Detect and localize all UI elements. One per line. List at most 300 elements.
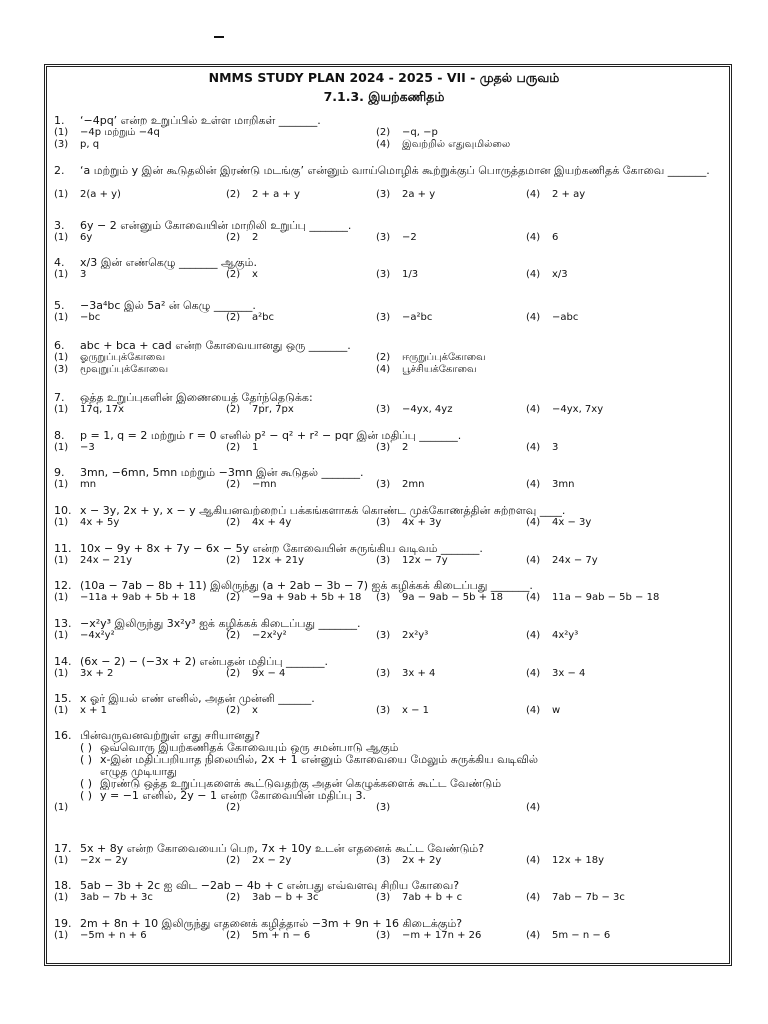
answer-option[interactable] <box>526 269 568 281</box>
option-value: 2 <box>252 232 259 243</box>
question-text: (6x − 2) − (−3x + 2) என்பதன் மதிப்பு _______. <box>80 655 329 668</box>
option-value: 24x − 21y <box>80 555 133 566</box>
option-number: (3) <box>376 855 391 866</box>
options-row <box>54 930 724 942</box>
question-3 <box>54 220 724 244</box>
option-value: −m + 17n + 26 <box>402 930 482 941</box>
question-number: 15. <box>54 692 72 705</box>
option-number: (4) <box>526 855 541 866</box>
option-value: இவற்றில் எதுவுமில்லை <box>402 139 511 150</box>
statement-bracket[interactable]: ( ) <box>80 777 93 790</box>
option-value: x/3 <box>552 269 568 280</box>
option-value: 3x + 2 <box>80 668 114 679</box>
answer-option[interactable] <box>226 705 258 717</box>
question-number: 2. <box>54 164 65 177</box>
statement-bracket[interactable]: ( ) <box>80 789 93 802</box>
option-number: (1) <box>54 630 69 641</box>
answer-option[interactable] <box>226 802 252 814</box>
option-value: 7ab + b + c <box>402 892 463 903</box>
question-stem <box>54 505 724 517</box>
option-number: (3) <box>376 442 391 453</box>
question-stem <box>54 843 724 855</box>
answer-option[interactable] <box>54 232 92 244</box>
answer-option[interactable] <box>226 517 291 529</box>
option-number: (1) <box>54 352 69 363</box>
option-number: (4) <box>526 404 541 415</box>
question-text: x − 3y, 2x + y, x − y ஆகியனவற்றைப் பக்கங்களாகக் கொண்ட முக்கோணத்தின் சுற்றளவு ____. <box>80 504 566 517</box>
option-value: 2mn <box>402 479 425 490</box>
answer-option[interactable] <box>376 127 438 139</box>
option-value: 3 <box>80 269 87 280</box>
option-value: −4yx, 7xy <box>552 404 604 415</box>
answer-option[interactable] <box>376 592 503 604</box>
answer-option[interactable] <box>226 404 294 416</box>
answer-option[interactable] <box>54 855 128 867</box>
question-stem <box>54 340 724 352</box>
option-number: (4) <box>526 442 541 453</box>
option-number: (3) <box>376 555 391 566</box>
answer-option[interactable] <box>376 442 408 454</box>
answer-option[interactable] <box>226 668 285 680</box>
option-number: (3) <box>376 892 391 903</box>
option-number: (3) <box>376 930 391 941</box>
answer-option[interactable] <box>376 705 429 717</box>
question-number: 9. <box>54 466 65 479</box>
answer-option[interactable] <box>526 592 659 604</box>
question-stem <box>54 165 724 189</box>
option-value: 4x²y³ <box>552 630 579 641</box>
statement-text: எழுத முடியாது <box>100 765 177 778</box>
question-number: 8. <box>54 429 65 442</box>
answer-option[interactable] <box>54 517 119 529</box>
answer-option[interactable] <box>54 312 100 324</box>
option-value: 5m + n − 6 <box>252 930 311 941</box>
options-row <box>54 269 724 281</box>
question-text: (10a − 7ab − 8b + 11) இலிருந்து (a + 2ab − 3b − 7) ஐக் கழிக்கக் கிடைப்பது _______. <box>80 579 533 592</box>
option-value: −a²bc <box>402 312 433 323</box>
question-14 <box>54 656 724 680</box>
answer-option[interactable] <box>54 479 96 491</box>
option-number: (2) <box>226 930 241 941</box>
answer-option[interactable] <box>526 442 558 454</box>
option-number: (1) <box>54 855 69 866</box>
question-stem <box>54 880 724 892</box>
answer-option[interactable] <box>226 630 287 642</box>
question-19 <box>54 918 724 942</box>
question-number: 16. <box>54 729 72 742</box>
option-value: 2x − 2y <box>252 855 292 866</box>
option-value: 2(a + y) <box>80 189 121 200</box>
question-text: p = 1, q = 2 மற்றும் r = 0 எனில் p² − q² + r² − pqr இன் மதிப்பு _______. <box>80 429 462 442</box>
question-number: 12. <box>54 579 72 592</box>
option-value: −5m + n + 6 <box>80 930 147 941</box>
question-text: x/3 இன் எண்கெழு _______ ஆகும். <box>80 256 257 269</box>
option-value: 6y <box>80 232 93 243</box>
statement-text: y = −1 எனில், 2y − 1 என்ற கோவையின் மதிப்பு 3. <box>100 789 366 802</box>
question-text: 6y − 2 என்னும் கோவையின் மாறிலி உறுப்பு _______. <box>80 219 352 232</box>
option-value: 6 <box>552 232 559 243</box>
question-stem <box>54 543 724 555</box>
answer-option[interactable] <box>526 668 585 680</box>
option-value: 3ab − b + 3c <box>252 892 319 903</box>
answer-option[interactable] <box>526 855 604 867</box>
answer-option[interactable] <box>376 555 448 567</box>
answer-option[interactable] <box>54 127 160 139</box>
option-number: (1) <box>54 232 69 243</box>
answer-option[interactable] <box>54 139 99 151</box>
question-15 <box>54 693 724 717</box>
option-value: 1/3 <box>402 269 419 280</box>
statement-line <box>54 790 724 802</box>
options-row <box>54 855 724 867</box>
option-number: (3) <box>376 630 391 641</box>
answer-option[interactable] <box>526 930 610 942</box>
question-stem <box>54 618 724 630</box>
options-row <box>54 352 724 364</box>
answer-option[interactable] <box>376 930 481 942</box>
question-number: 11. <box>54 542 72 555</box>
answer-option[interactable] <box>54 668 113 680</box>
option-value: 9a − 9ab − 5b + 18 <box>402 592 503 603</box>
question-stem <box>54 656 724 668</box>
option-value: −2x²y² <box>252 630 287 641</box>
answer-option[interactable] <box>54 352 165 364</box>
answer-option[interactable] <box>54 892 153 904</box>
option-number: (2) <box>226 269 241 280</box>
question-number: 18. <box>54 879 72 892</box>
section-title: 7.1.3. இயற்கணிதம் <box>323 89 445 104</box>
answer-option[interactable] <box>54 555 132 567</box>
option-number: (4) <box>526 668 541 679</box>
option-value: −bc <box>80 312 101 323</box>
option-number: (4) <box>526 592 541 603</box>
option-number: (2) <box>226 232 241 243</box>
option-value: 2 + a + y <box>252 189 300 200</box>
answer-option[interactable] <box>526 189 585 201</box>
option-value: 3 <box>552 442 559 453</box>
question-stem <box>54 257 724 269</box>
options-row <box>54 442 724 454</box>
answer-option[interactable] <box>54 442 95 454</box>
answer-option[interactable] <box>226 892 319 904</box>
option-value: 12x + 21y <box>252 555 305 566</box>
page-title: NMMS STUDY PLAN 2024 - 2025 - VII - முதல் பருவம் <box>208 70 560 85</box>
option-number: (4) <box>526 705 541 716</box>
option-number: (4) <box>526 517 541 528</box>
answer-option[interactable] <box>226 855 291 867</box>
option-number: (4) <box>526 630 541 641</box>
options-row <box>54 630 724 642</box>
answer-option[interactable] <box>226 592 361 604</box>
answer-option[interactable] <box>376 892 462 904</box>
option-number: (2) <box>226 404 241 415</box>
option-value: mn <box>80 479 97 490</box>
question-stem <box>54 300 724 312</box>
options-row <box>54 592 724 604</box>
option-number: (1) <box>54 930 69 941</box>
question-text: abc + bca + cad என்ற கோவையானது ஒரு _______. <box>80 339 351 352</box>
options-row <box>54 705 724 717</box>
answer-option[interactable] <box>226 930 310 942</box>
options-row <box>54 404 724 416</box>
answer-option[interactable] <box>526 232 558 244</box>
options-row <box>54 802 724 814</box>
question-text: x ஓர் இயல் எண் எனில், அதன் முன்னி ______. <box>80 692 315 705</box>
question-11 <box>54 543 724 567</box>
question-17 <box>54 843 724 867</box>
question-stem <box>54 693 724 705</box>
options-row <box>54 127 724 139</box>
option-number: (1) <box>54 892 69 903</box>
option-number: (4) <box>376 364 391 375</box>
statement-text: x-இன் மதிப்பறியாத நிலையில், 2x + 1 என்னும் கோவையை மேலும் சுருக்கிய வடிவில் <box>100 753 539 766</box>
option-number: (2) <box>226 479 241 490</box>
answer-option[interactable] <box>376 232 417 244</box>
option-number: (2) <box>226 555 241 566</box>
question-1 <box>54 115 724 151</box>
question-2 <box>54 165 724 201</box>
answer-option[interactable] <box>526 630 578 642</box>
option-value: 12x + 18y <box>552 855 605 866</box>
answer-option[interactable] <box>54 930 147 942</box>
answer-option[interactable] <box>526 312 578 324</box>
option-value: 5m − n − 6 <box>552 930 611 941</box>
option-number: (2) <box>226 442 241 453</box>
option-value: 3x + 4 <box>402 668 436 679</box>
option-value: x <box>252 269 258 280</box>
option-number: (3) <box>376 404 391 415</box>
option-number: (1) <box>54 189 69 200</box>
option-number: (2) <box>226 668 241 679</box>
option-value: −9a + 9ab + 5b + 18 <box>252 592 362 603</box>
question-7 <box>54 392 724 416</box>
option-value: p, q <box>80 139 100 150</box>
option-value: ஓருறுப்புக்கோவை <box>80 352 166 363</box>
option-value: −4x²y² <box>80 630 115 641</box>
question-stem <box>54 430 724 442</box>
option-number: (4) <box>526 479 541 490</box>
option-value: ஈருறுப்புக்கோவை <box>402 352 486 363</box>
option-number: (1) <box>54 592 69 603</box>
question-text: 5x + 8y என்ற கோவையைப் பெற, 7x + 10y உடன் எதனைக் கூட்ட வேண்டும்? <box>80 842 485 855</box>
question-number: 13. <box>54 617 72 630</box>
question-10 <box>54 505 724 529</box>
option-number: (2) <box>226 802 241 813</box>
page-dash-mark <box>214 36 224 38</box>
statement-bracket[interactable]: ( ) <box>80 741 93 754</box>
option-value: 7pr, 7px <box>252 404 294 415</box>
option-number: (3) <box>376 479 391 490</box>
option-number: (4) <box>526 189 541 200</box>
question-stem <box>54 392 724 404</box>
question-text: 5ab − 3b + 2c ஐ விட −2ab − 4b + c என்பது எவ்வளவு சிறிய கோவை? <box>80 879 460 892</box>
answer-option[interactable] <box>54 630 115 642</box>
option-number: (3) <box>376 312 391 323</box>
answer-option[interactable] <box>226 479 276 491</box>
option-number: (2) <box>226 592 241 603</box>
option-value: −3 <box>80 442 95 453</box>
question-18 <box>54 880 724 904</box>
option-number: (3) <box>376 668 391 679</box>
question-12 <box>54 580 724 604</box>
option-value: −4p மற்றும் −4q <box>80 127 160 138</box>
option-number: (4) <box>526 269 541 280</box>
answer-option[interactable] <box>526 802 552 814</box>
option-value: 4x + 4y <box>252 517 292 528</box>
option-number: (2) <box>226 312 241 323</box>
answer-option[interactable] <box>376 364 477 376</box>
answer-option[interactable] <box>526 479 574 491</box>
answer-option[interactable] <box>526 892 625 904</box>
option-number: (1) <box>54 127 69 138</box>
option-number: (3) <box>376 517 391 528</box>
option-value: 2 <box>402 442 409 453</box>
answer-option[interactable] <box>376 312 432 324</box>
question-13 <box>54 618 724 642</box>
answer-option[interactable] <box>226 312 274 324</box>
option-number: (1) <box>54 269 69 280</box>
option-number: (3) <box>54 364 69 375</box>
option-value: 4x + 5y <box>80 517 120 528</box>
answer-option[interactable] <box>376 404 452 416</box>
question-stem <box>54 115 724 127</box>
question-number: 3. <box>54 219 65 232</box>
option-number: (2) <box>226 892 241 903</box>
option-number: (3) <box>376 592 391 603</box>
answer-option[interactable] <box>376 269 418 281</box>
option-value: x <box>252 705 258 716</box>
option-number: (4) <box>376 139 391 150</box>
option-value: x + 1 <box>80 705 108 716</box>
option-number: (2) <box>226 855 241 866</box>
option-number: (2) <box>376 352 391 363</box>
option-number: (1) <box>54 555 69 566</box>
option-number: (4) <box>526 930 541 941</box>
option-number: (3) <box>376 269 391 280</box>
option-value: a²bc <box>252 312 274 323</box>
options-row <box>54 139 724 151</box>
option-value: 1 <box>252 442 259 453</box>
option-value: 2x + 2y <box>402 855 442 866</box>
question-number: 14. <box>54 655 72 668</box>
answer-option[interactable] <box>526 517 591 529</box>
answer-option[interactable] <box>526 404 603 416</box>
option-number: (2) <box>226 517 241 528</box>
option-value: −2 <box>402 232 417 243</box>
answer-option[interactable] <box>376 479 424 491</box>
question-number: 4. <box>54 256 65 269</box>
answer-option[interactable] <box>376 630 428 642</box>
option-value: −4yx, 4yz <box>402 404 453 415</box>
question-text: −3a⁴bc இல் 5a² ன் கெழு _______. <box>80 299 256 312</box>
option-value: 2 + ay <box>552 189 586 200</box>
answer-option[interactable] <box>376 189 435 201</box>
answer-option[interactable] <box>54 802 80 814</box>
answer-option[interactable] <box>376 855 441 867</box>
question-number: 1. <box>54 114 65 127</box>
question-number: 19. <box>54 917 72 930</box>
option-number: (3) <box>376 802 391 813</box>
answer-option[interactable] <box>376 668 435 680</box>
question-text: ‘a மற்றும் y இன் கூடுதலின் இரண்டு மடங்கு’ என்னும் வாய்மொழிக் கூற்றுக்குப் பொருத்தமான இயற்கணிதக் கோவை _______. <box>80 164 710 177</box>
question-stem <box>54 580 724 592</box>
answer-option[interactable] <box>376 802 402 814</box>
option-value: 4x + 3y <box>402 517 442 528</box>
option-value: w <box>552 705 561 716</box>
option-number: (1) <box>54 517 69 528</box>
option-number: (1) <box>54 668 69 679</box>
option-value: −11a + 9ab + 5b + 18 <box>80 592 196 603</box>
option-number: (3) <box>54 139 69 150</box>
option-number: (2) <box>226 705 241 716</box>
question-5 <box>54 300 724 324</box>
option-number: (3) <box>376 189 391 200</box>
option-number: (4) <box>526 892 541 903</box>
question-text: பின்வருவனவற்றுள் எது சரியானது? <box>80 729 261 742</box>
options-row <box>54 555 724 567</box>
option-number: (2) <box>226 189 241 200</box>
option-value: −mn <box>252 479 277 490</box>
answer-option[interactable] <box>226 189 300 201</box>
answer-option[interactable] <box>226 442 258 454</box>
statement-bracket[interactable]: ( ) <box>80 753 93 766</box>
option-value: −q, −p <box>402 127 438 138</box>
option-number: (4) <box>526 802 541 813</box>
option-value: பூச்சியக்கோவை <box>402 364 477 375</box>
option-number: (1) <box>54 312 69 323</box>
question-number: 5. <box>54 299 65 312</box>
options-row <box>54 189 724 201</box>
option-number: (2) <box>376 127 391 138</box>
option-value: மூவுறுப்புக்கோவை <box>80 364 169 375</box>
options-row <box>54 892 724 904</box>
question-8 <box>54 430 724 454</box>
question-number: 6. <box>54 339 65 352</box>
option-value: 4x − 3y <box>552 517 592 528</box>
question-stem <box>54 220 724 232</box>
answer-option[interactable] <box>54 269 86 281</box>
answer-option[interactable] <box>376 517 441 529</box>
answer-option[interactable] <box>526 555 598 567</box>
question-number: 17. <box>54 842 72 855</box>
answer-option[interactable] <box>54 592 196 604</box>
option-value: −abc <box>552 312 579 323</box>
question-stem <box>54 467 724 479</box>
answer-option[interactable] <box>376 139 510 151</box>
answer-option[interactable] <box>54 364 168 376</box>
answer-option[interactable] <box>226 269 258 281</box>
options-row <box>54 232 724 244</box>
question-text: 3mn, −6mn, 5mn மற்றும் −3mn இன் கூடுதல் _______. <box>80 466 364 479</box>
question-4 <box>54 257 724 281</box>
option-number: (2) <box>226 630 241 641</box>
option-value: 7ab − 7b − 3c <box>552 892 625 903</box>
option-number: (4) <box>526 555 541 566</box>
answer-option[interactable] <box>376 352 486 364</box>
answer-option[interactable] <box>54 705 107 717</box>
answer-option[interactable] <box>54 404 124 416</box>
answer-option[interactable] <box>226 555 304 567</box>
option-number: (4) <box>526 232 541 243</box>
answer-option[interactable] <box>54 189 121 201</box>
question-9 <box>54 467 724 491</box>
answer-option[interactable] <box>226 232 258 244</box>
option-number: (1) <box>54 479 69 490</box>
answer-option[interactable] <box>526 705 560 717</box>
option-number: (1) <box>54 705 69 716</box>
option-number: (1) <box>54 404 69 415</box>
option-value: 2a + y <box>402 189 436 200</box>
